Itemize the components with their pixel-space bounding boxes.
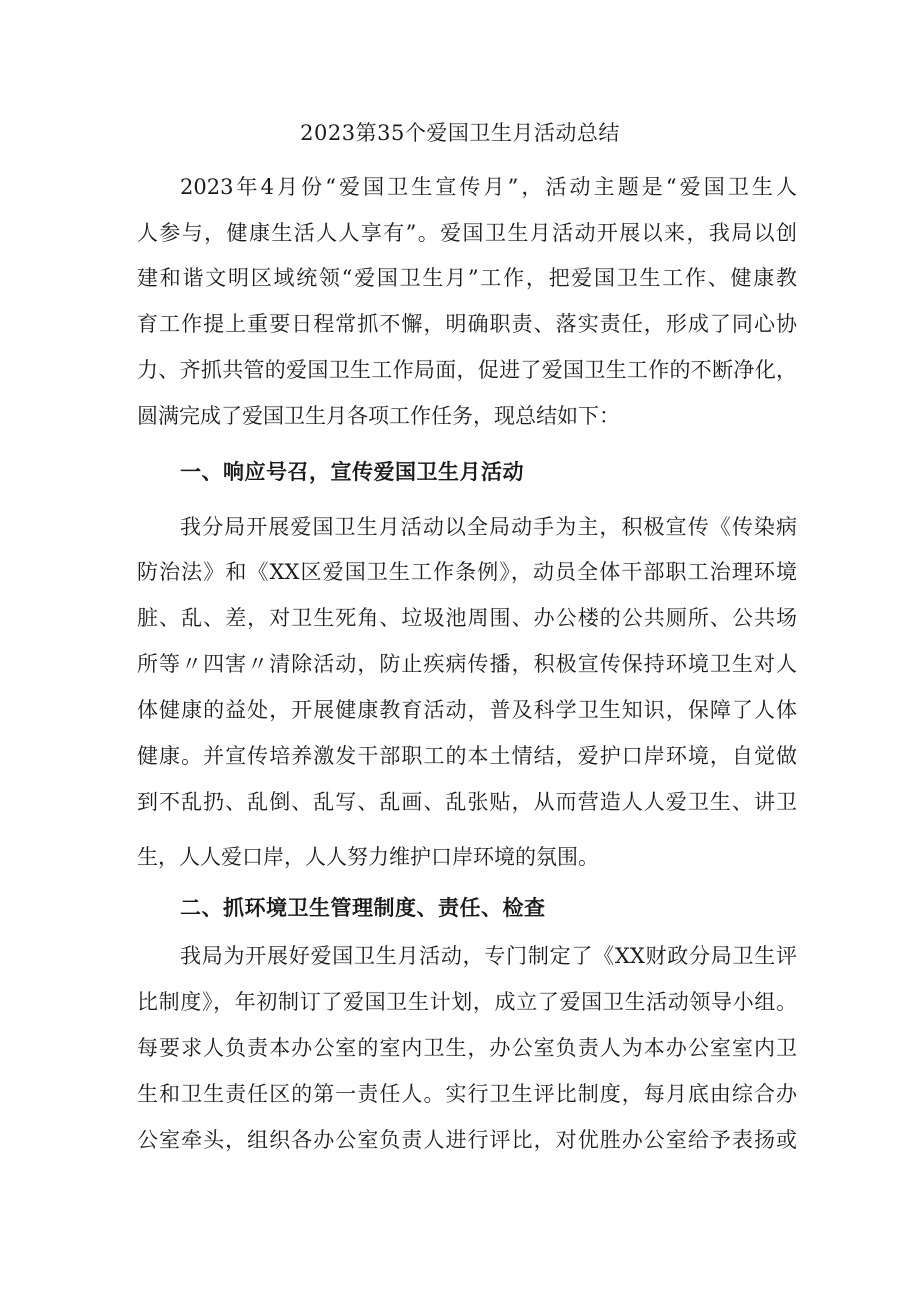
section-1-line-4: 所等〃四害〃清除活动，防止疾病传播，积极宣传保持环境卫生对人 (137, 652, 797, 676)
section-2-line-5: 公室牵头，组织各办公室负责人进行评比，对优胜办公室给予表扬或 (137, 1128, 797, 1152)
section-1-line-2: 防治法》和《XX区爱国卫生工作条例》，动员全体干部职工治理环境 (137, 560, 797, 584)
section-1-line-8: 生，人人爱口岸，人人努力维护口岸环境的氛围。 (137, 845, 599, 869)
section-2-line-1: 我局为开展好爱国卫生月活动，专门制定了《XX财政分局卫生评 (180, 944, 797, 968)
document-title: 2023第35个爱国卫生月活动总结 (300, 121, 620, 145)
intro-line-1: 2023年4月份“爱国卫生宣传月”，活动主题是“爱国卫生人 (180, 175, 797, 199)
section-1-line-6: 健康。并宣传培养激发干部职工的本土情结，爱护口岸环境，自觉做 (137, 744, 797, 768)
section-1-line-7: 到不乱扔、乱倒、乱写、乱画、乱张贴，从而营造人人爱卫生、讲卫 (137, 790, 797, 814)
intro-line-6: 圆满完成了爱国卫生月各项工作任务，现总结如下： (137, 404, 620, 428)
section-2-heading: 二、抓环境卫生管理制度、责任、检查 (180, 896, 546, 920)
section-1-line-3: 脏、乱、差，对卫生死角、垃圾池周围、办公楼的公共厕所、公共场 (137, 606, 797, 630)
intro-line-4: 育工作提上重要日程常抓不懈，明确职责、落实责任，形成了同心协 (137, 312, 797, 336)
section-2-line-4: 生和卫生责任区的第一责任人。实行卫生评比制度，每月底由综合办 (137, 1082, 797, 1106)
section-1-line-1: 我分局开展爱国卫生月活动以全局动手为主，积极宣传《传染病 (180, 515, 797, 539)
section-2-line-2: 比制度》，年初制订了爱国卫生计划，成立了爱国卫生活动领导小组。 (137, 990, 797, 1014)
section-1-heading: 一、响应号召，宣传爱国卫生月活动 (180, 460, 524, 484)
section-2-line-3: 每要求人负责本办公室的室内卫生，办公室负责人为本办公室室内卫 (137, 1036, 797, 1060)
intro-line-2: 人参与，健康生活人人享有”。爱国卫生月活动开展以来，我局以创 (137, 221, 797, 245)
intro-line-5: 力、齐抓共管的爱国卫生工作局面，促进了爱国卫生工作的不断净化， (137, 358, 797, 382)
section-1-line-5: 体健康的益处，开展健康教育活动，普及科学卫生知识，保障了人体 (137, 698, 797, 722)
intro-line-3: 建和谐文明区域统领“爱国卫生月”工作，把爱国卫生工作、健康教 (137, 266, 797, 290)
